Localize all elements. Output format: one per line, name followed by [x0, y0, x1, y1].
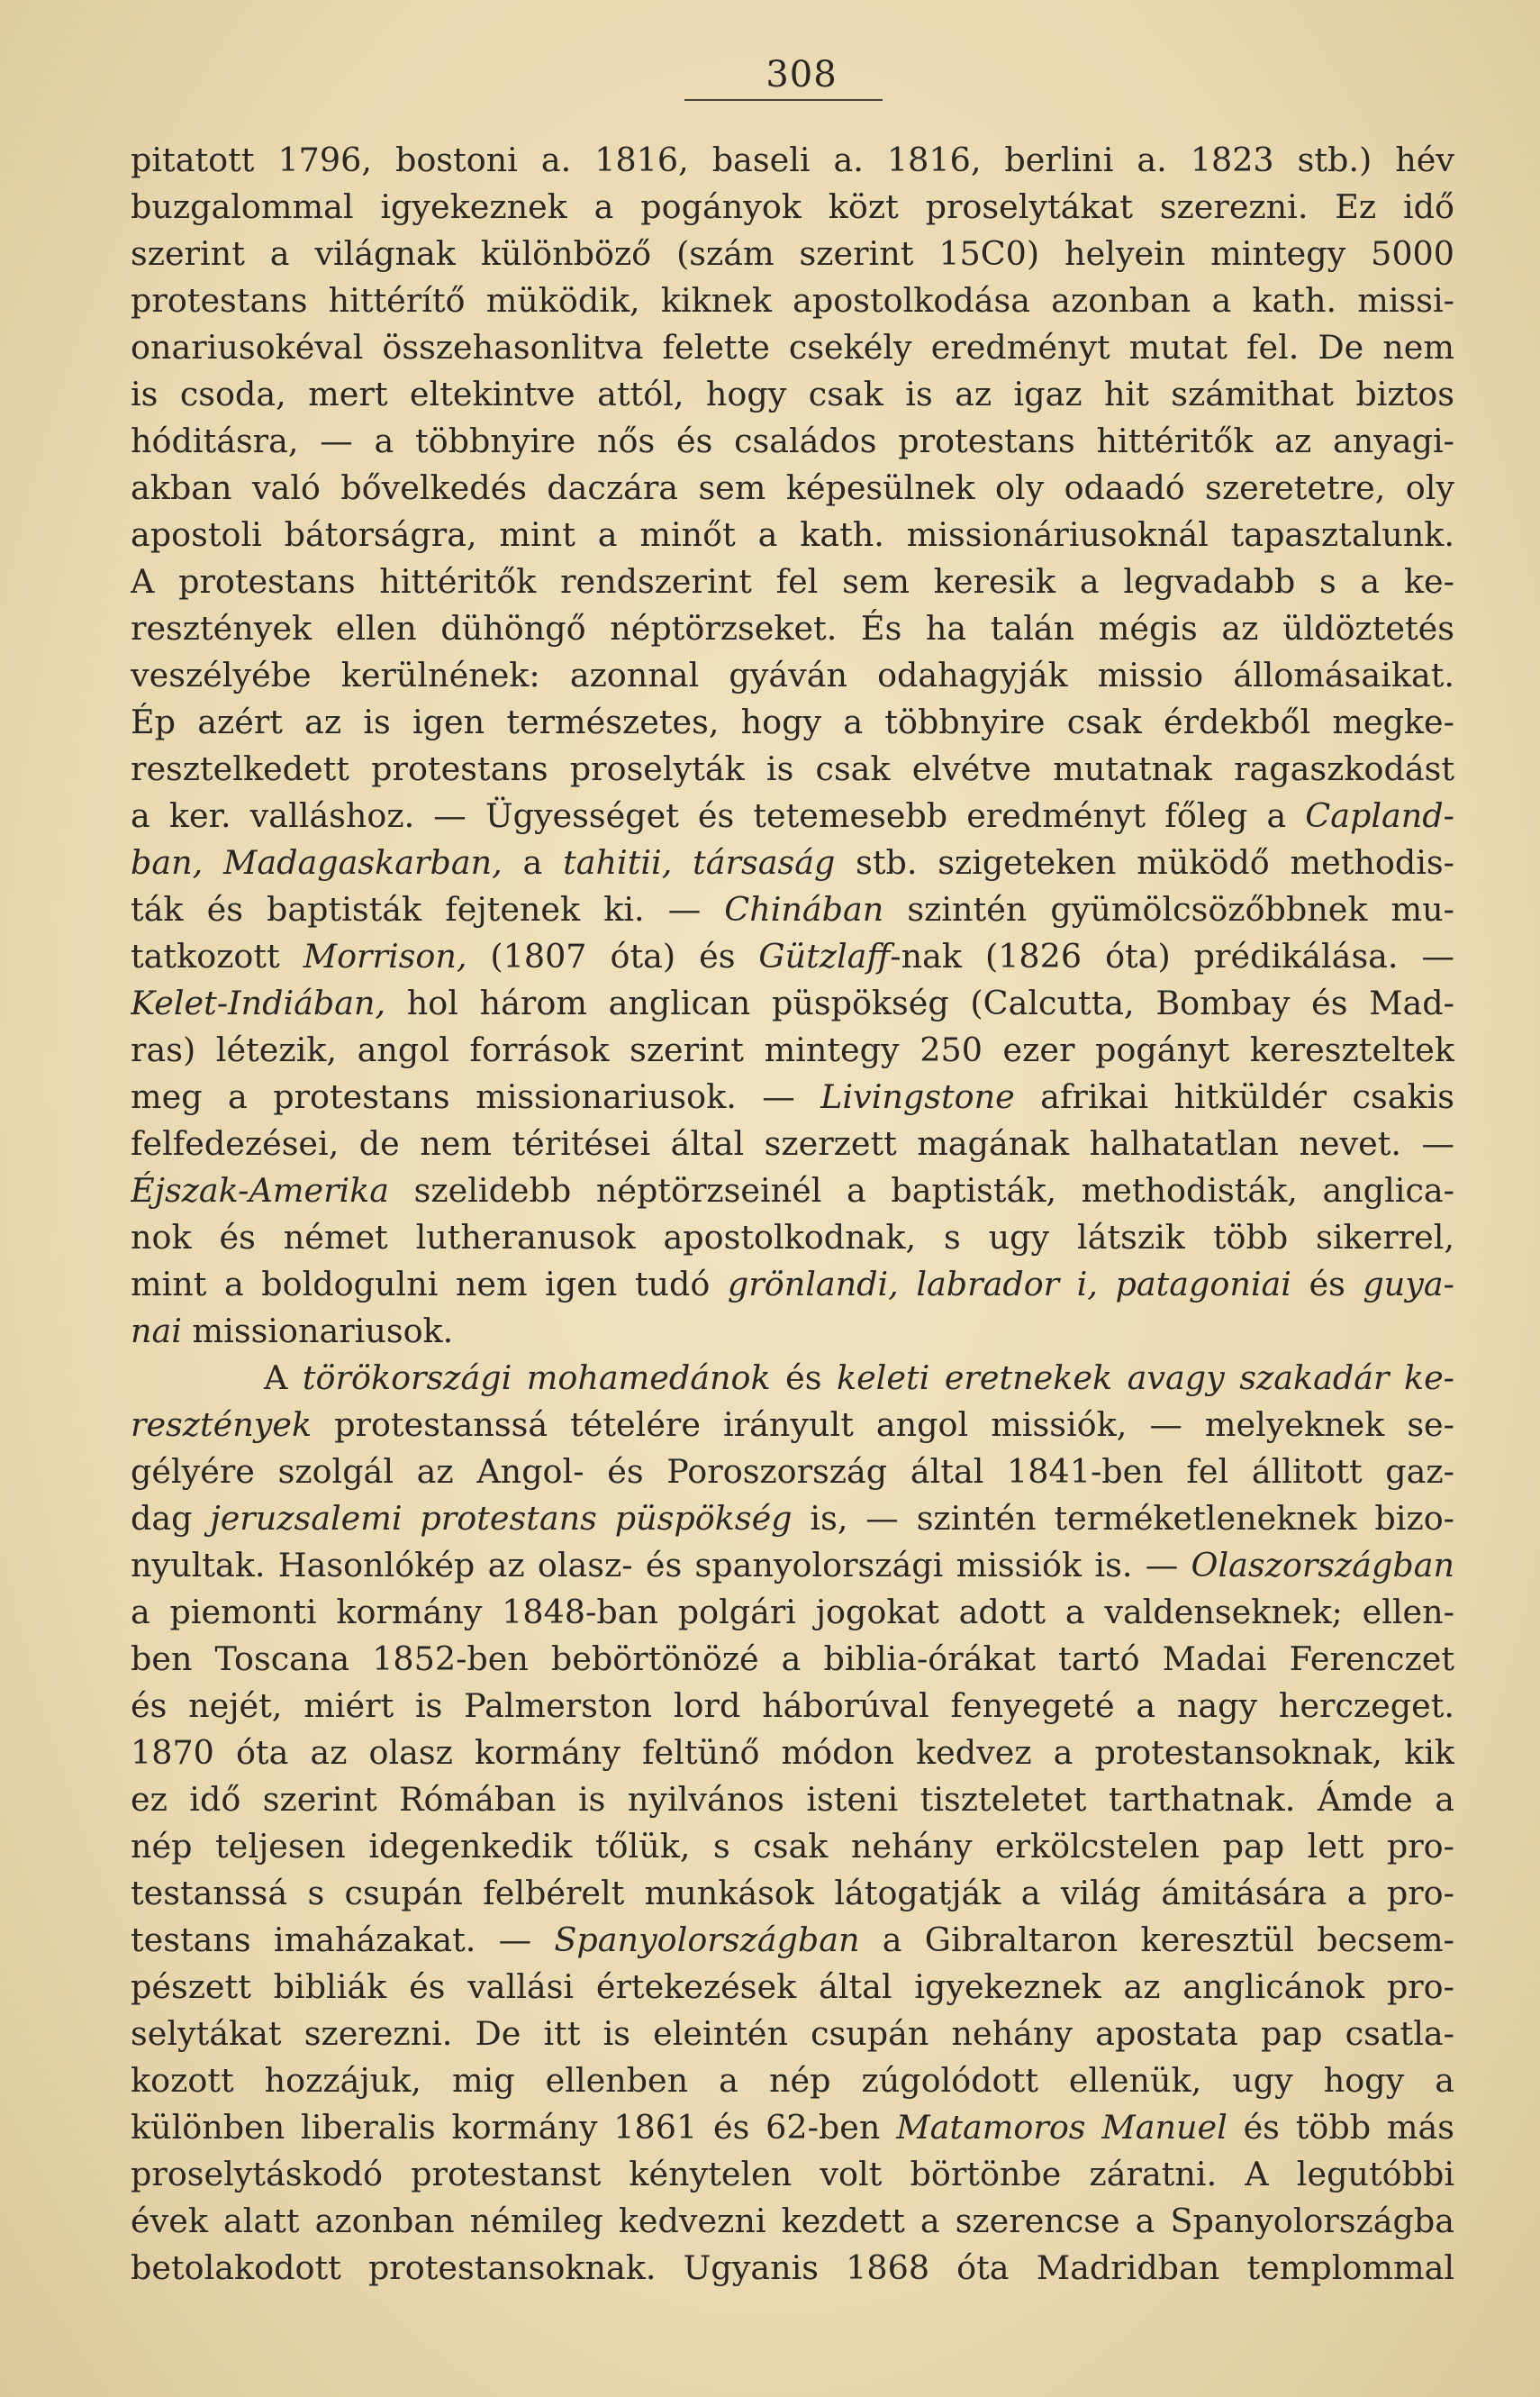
text-run: hol három anglican püspökség (Calcutta, Bombay és Mad- [385, 984, 1454, 1022]
text-run: évek alatt azonban némileg kedvezni kezdett a szerencse a Spanyolországba [131, 2202, 1454, 2240]
text-line [131, 1448, 1454, 1495]
italic-text: Matamoros Manuel [896, 2108, 1227, 2147]
text-line [131, 137, 1454, 184]
text-line [131, 1167, 1454, 1214]
text-line [131, 1776, 1454, 1823]
text-run: proselytáskodó protestanst kénytelen volt börtönbe záratni. A legutóbbi [131, 2155, 1454, 2193]
text-line [131, 1121, 1454, 1167]
text-run: a [502, 843, 564, 882]
text-line [131, 2104, 1454, 2151]
italic-text: resztények [131, 1405, 313, 1444]
text-line [131, 2011, 1454, 2057]
text-line [131, 1917, 1454, 1964]
text-run: és nejét, miért is Palmerston lord háborúval fenyegeté a nagy herczeget. [131, 1686, 1454, 1725]
text-run: protestanssá tételére irányult angol missiók, — melyeknek se- [312, 1405, 1454, 1444]
italic-text: Chinában [724, 890, 884, 929]
header-rule [684, 99, 883, 101]
text-run: nok és német lutheranusok apostolkodnak, s ugy látszik több sikerrel, [131, 1218, 1454, 1257]
text-line [131, 231, 1454, 277]
text-line [131, 1214, 1454, 1261]
text-run: meg a protestans missionariusok. — [131, 1077, 821, 1116]
text-run: a ker. valláshoz. — Ügyességet és tetemesebb eredményt főleg a [131, 796, 1306, 835]
text-line [131, 277, 1454, 324]
body-text [131, 137, 1454, 2292]
text-run: tatkozott [131, 937, 303, 976]
text-run: Ép azért az is igen természetes, hogy a többnyire csak érdekből megke- [131, 703, 1454, 741]
text-run: apostoli bátorságra, mint a minőt a kath. missionáriusoknál tapasztalunk. [131, 515, 1454, 554]
text-run: is, — szintén terméketleneknek bizo- [792, 1499, 1454, 1538]
text-line [131, 1542, 1454, 1589]
text-run: szintén gyümölcsözőbbnek mu- [883, 890, 1454, 929]
text-run: gélyére szolgál az Angol- és Poroszország által 1841-ben fel állitott gaz- [131, 1452, 1454, 1491]
text-run: is csoda, mert eltekintve attól, hogy csak is az igaz hit számithat biztos [131, 375, 1454, 413]
text-run: testans imaházakat. — [131, 1920, 555, 1959]
text-line [131, 1495, 1454, 1542]
text-line [131, 746, 1454, 793]
text-line [131, 512, 1454, 558]
page-number: 308 [765, 54, 838, 95]
text-run: felfedezései, de nem téritései által szerzett magának halhatatlan nevet. — [131, 1124, 1454, 1163]
text-run: és több más [1227, 2108, 1454, 2147]
text-line [131, 840, 1454, 886]
text-run: mint a boldogulni nem igen tudó [131, 1265, 728, 1303]
text-run: ez idő szerint Rómában is nyilvános isteni tiszteletet tarthatnak. Ámde a [131, 1780, 1454, 1819]
text-run: és [1291, 1265, 1363, 1303]
text-line [131, 2057, 1454, 2104]
text-line [131, 465, 1454, 512]
text-line [131, 699, 1454, 746]
text-run: ben Toscana 1852-ben bebörtönözé a biblia-órákat tartó Madai Ferenczet [131, 1639, 1454, 1678]
text-run: nyultak. Hasonlókép az olasz- és spanyolországi missiók is. — [131, 1546, 1191, 1584]
italic-text: Gützlaff [758, 937, 891, 976]
italic-text: guya- [1363, 1265, 1454, 1303]
text-line [131, 2198, 1454, 2245]
italic-text: Olaszországban [1191, 1546, 1454, 1584]
italic-text: Livingstone [820, 1077, 1015, 1116]
text-run: A [264, 1358, 303, 1397]
text-line [131, 652, 1454, 699]
text-run: pészett bibliák és vallási értekezések által igyekeznek az anglicánok pro- [131, 1967, 1454, 2006]
text-run: különben liberalis kormány 1861 és 62-ben [131, 2108, 897, 2147]
text-run: hóditásra, — a többnyire nős és családos protestans hittéritők az anyagi- [131, 422, 1454, 460]
italic-text: jeruzsalemi protestans püspökség [210, 1499, 793, 1538]
text-line [131, 1683, 1454, 1730]
text-line [131, 184, 1454, 231]
text-run: protestans hittérítő müködik, kiknek apostolkodása azonban a kath. missi- [131, 281, 1454, 320]
italic-text: Kelet-Indiában, [131, 984, 386, 1022]
text-run: missionariusok. [181, 1312, 454, 1350]
text-run: 1870 óta az olasz kormány feltünő módon kedvez a protestansoknak, kik [131, 1733, 1454, 1772]
text-line [131, 1964, 1454, 2011]
text-run: onariusokéval összehasonlitva felette csekély eredményt mutat fel. De nem [131, 328, 1454, 367]
italic-text: Capland- [1305, 796, 1454, 835]
text-run: akban való bővelkedés daczára sem képesülnek oly odaadó szeretetre, oly [131, 468, 1454, 507]
text-line [131, 980, 1454, 1027]
text-line [131, 1074, 1454, 1121]
text-line [131, 886, 1454, 933]
text-run: afrikai hitküldér csakis [1014, 1077, 1454, 1116]
text-line [131, 418, 1454, 465]
text-run: betolakodott protestansoknak. Ugyanis 1868 óta Madridban templommal [131, 2248, 1454, 2287]
italic-text: törökországi mohamedánok [302, 1358, 771, 1397]
text-line [131, 324, 1454, 371]
text-line [131, 1355, 1454, 1402]
text-line [131, 1308, 1454, 1355]
text-run: ras) létezik, angol források szerint mintegy 250 ezer pogányt kereszteltek [131, 1031, 1454, 1069]
text-line [131, 1027, 1454, 1074]
text-run: A protestans hittéritők rendszerint fel sem keresik a legvadabb s a ke- [131, 562, 1454, 601]
text-run: dag [131, 1499, 211, 1538]
text-run: buzgalommal igyekeznek a pogányok közt proselytákat szerezni. Ez idő [131, 187, 1454, 226]
text-run: resztények ellen dühöngő néptörzseket. És ha talán mégis az üldöztetés [131, 609, 1454, 648]
text-run: selytákat szerezni. De itt is eleintén csupán nehány apostata pap csatla- [131, 2014, 1454, 2053]
text-run: szerint a világnak különböző (szám szerint 15C0) helyein mintegy 5000 [131, 234, 1454, 273]
text-run: a piemonti kormány 1848-ban polgári jogokat adott a valdenseknek; ellen- [131, 1593, 1454, 1631]
italic-text: tahitii, társaság [563, 843, 836, 882]
text-line [131, 1823, 1454, 1870]
text-line [131, 558, 1454, 605]
text-line [131, 1261, 1454, 1308]
text-line [131, 1402, 1454, 1448]
italic-text: Éjszak-Amerika [131, 1171, 390, 1210]
text-run: -nak (1826 óta) prédikálása. — [890, 937, 1454, 976]
text-run: testanssá s csupán felbérelt munkások látogatják a világ ámitására a pro- [131, 1874, 1454, 1912]
text-run: és [770, 1358, 837, 1397]
italic-text: ban, Madagaskarban, [131, 843, 503, 882]
text-run: (1807 óta) és [467, 937, 759, 976]
italic-text: grönlandi, labrador i, patagoniai [727, 1265, 1291, 1303]
italic-text: keleti eretnekek avagy szakadár ke- [836, 1358, 1454, 1397]
text-line [131, 605, 1454, 652]
text-line [131, 371, 1454, 418]
italic-text: Spanyolországban [554, 1920, 860, 1959]
text-run: stb. szigeteken müködő methodis- [835, 843, 1454, 882]
text-line [131, 2245, 1454, 2292]
text-line [131, 1730, 1454, 1776]
text-run: veszélyébe kerülnének: azonnal gyáván odahagyják missio állomásaikat. [131, 656, 1454, 695]
text-run: ták és baptisták fejtenek ki. — [131, 890, 725, 929]
text-line [131, 793, 1454, 840]
italic-text: nai [131, 1312, 182, 1350]
text-run: nép teljesen idegenkedik tőlük, s csak nehány erkölcstelen pap lett pro- [131, 1827, 1454, 1866]
text-line [131, 1589, 1454, 1636]
text-run: resztelkedett protestans proselyták is csak elvétve mutatnak ragaszkodást [131, 749, 1454, 788]
italic-text: Morrison, [303, 937, 467, 976]
text-line [131, 933, 1454, 980]
text-run: kozott hozzájuk, mig ellenben a nép zúgolódott ellenük, ugy hogy a [131, 2061, 1454, 2100]
text-run: szelidebb néptörzseinél a baptisták, methodisták, anglica- [389, 1171, 1454, 1210]
text-line [131, 1870, 1454, 1917]
text-line [131, 1636, 1454, 1683]
text-line [131, 2151, 1454, 2198]
text-run: a Gibraltaron keresztül becsem- [859, 1920, 1454, 1959]
text-run: pitatott 1796, bostoni a. 1816, baseli a. 1816, berlini a. 1823 stb.) hév [131, 141, 1454, 179]
